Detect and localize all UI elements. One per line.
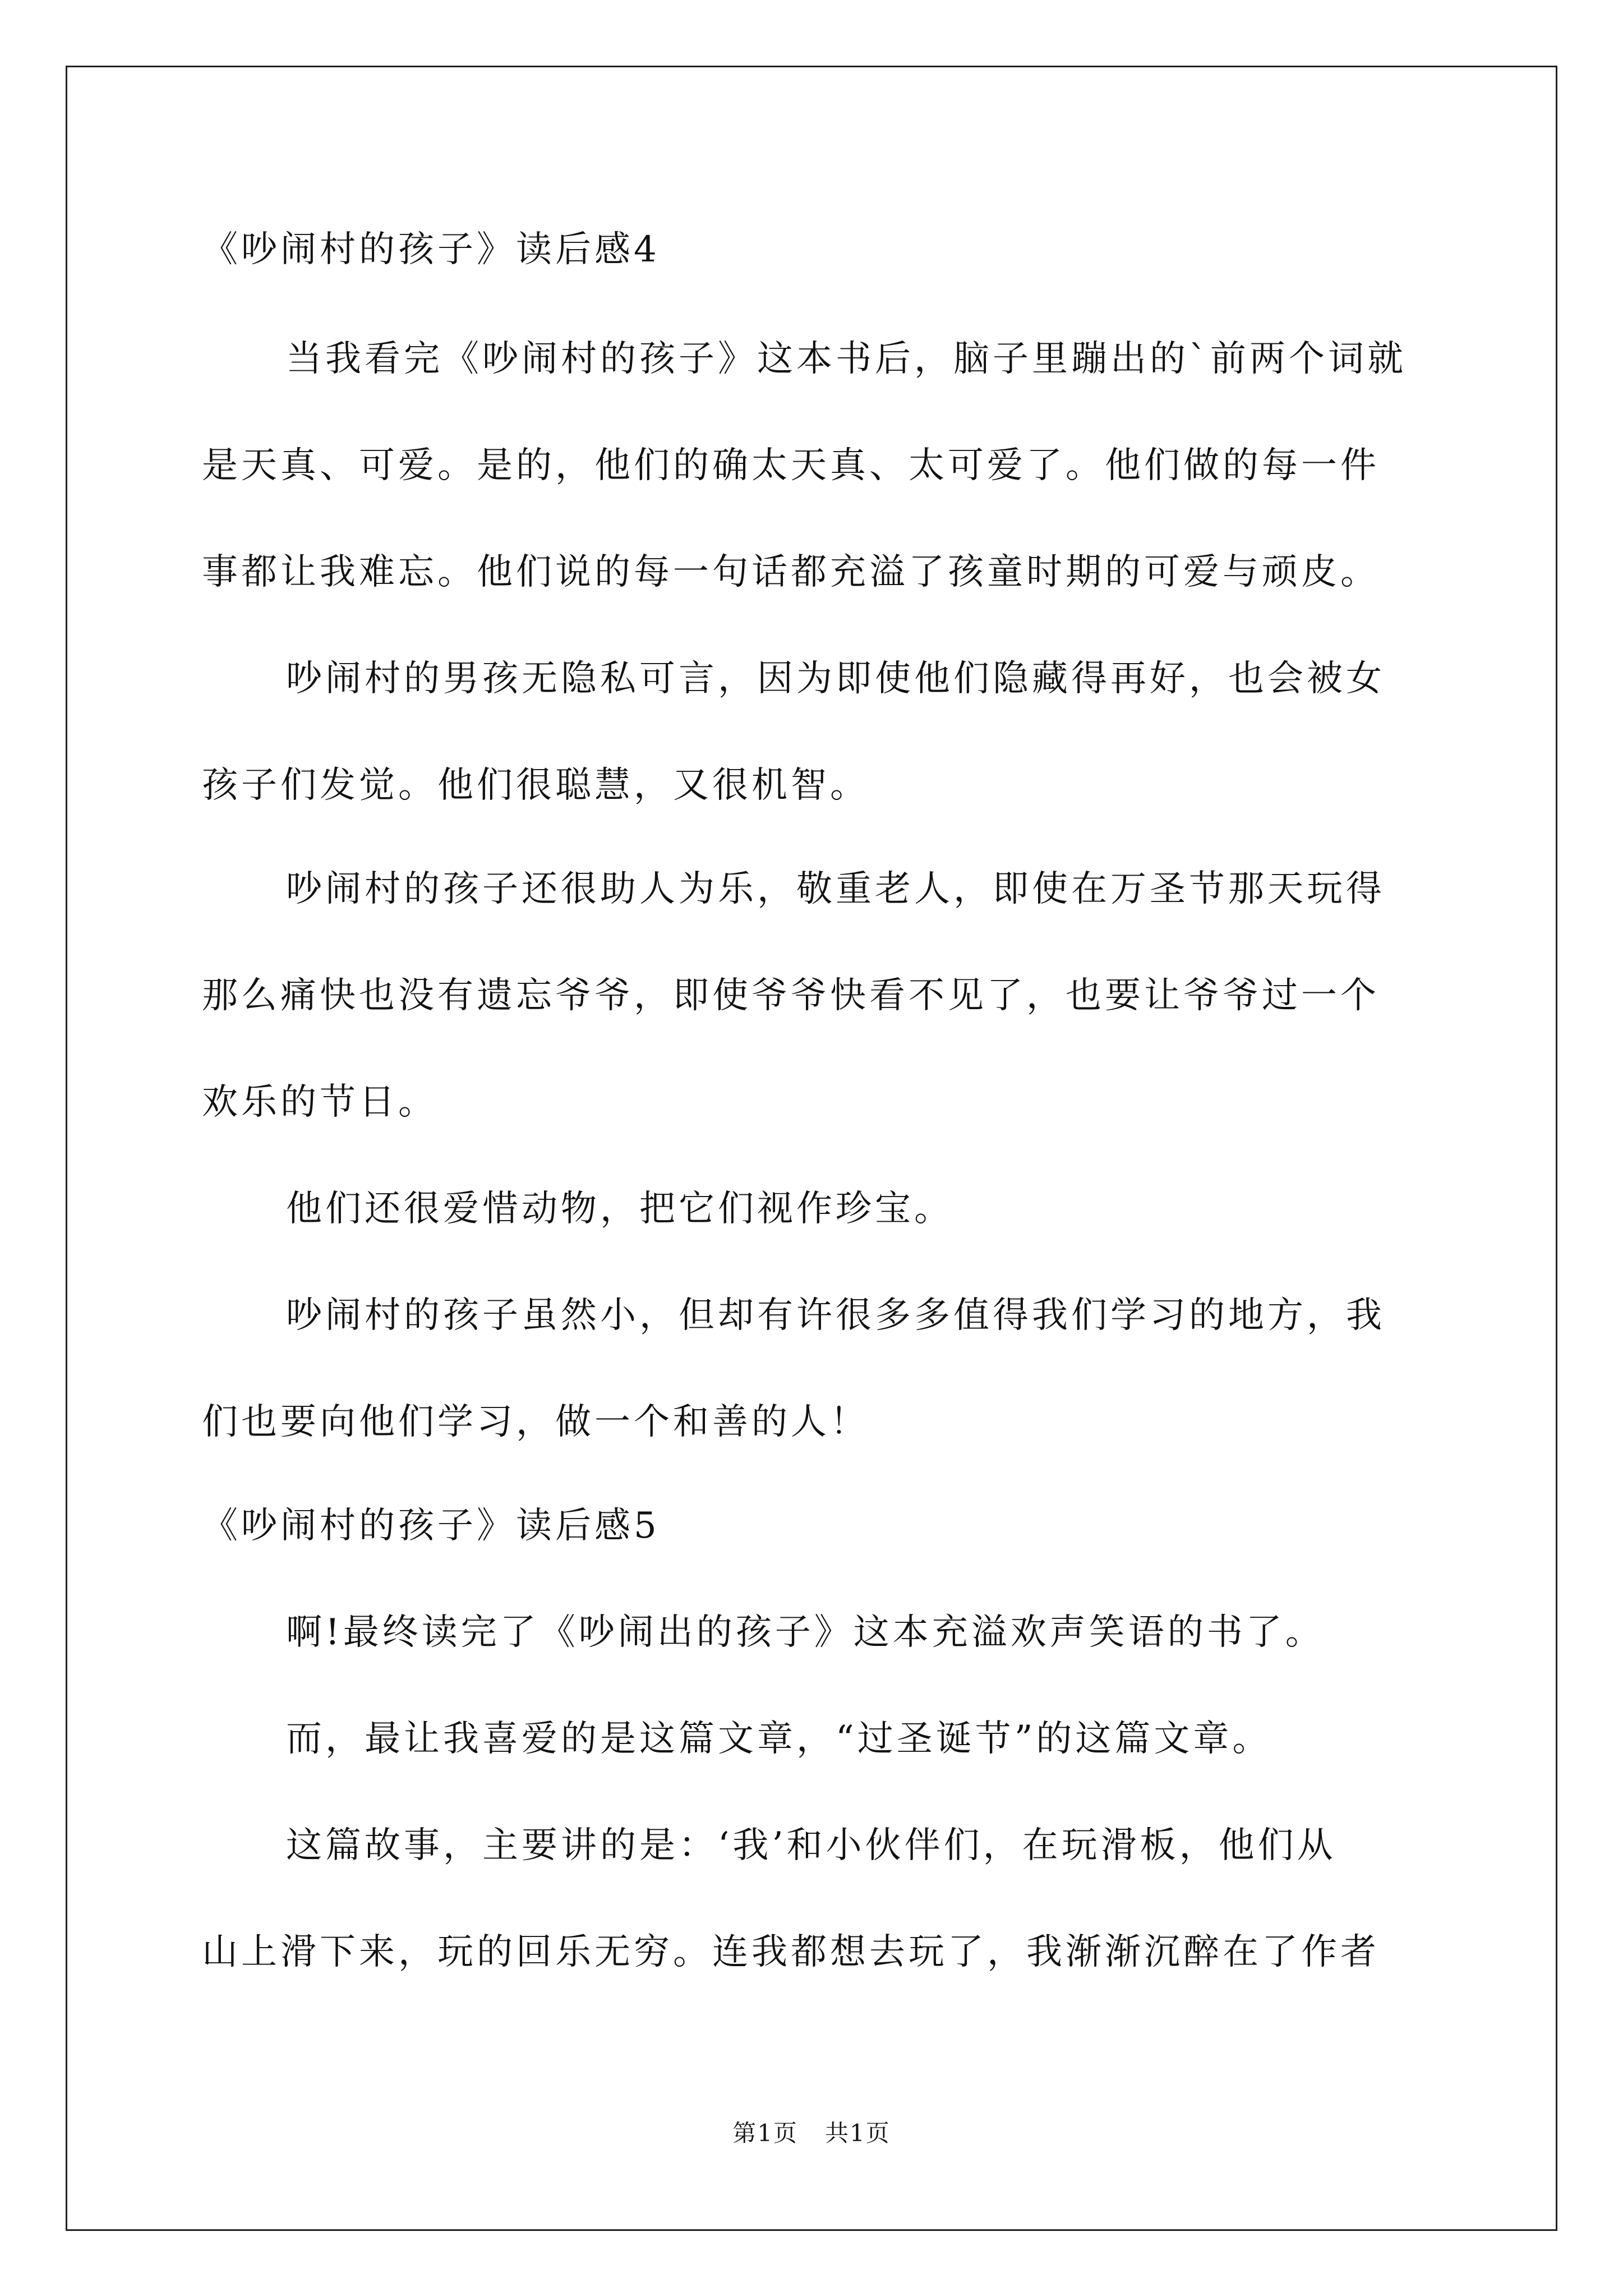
section-heading-5: 《吵闹村的孩子》读后感5 — [202, 1505, 660, 1547]
paragraph-line: 欢乐的节日。 — [202, 1082, 437, 1123]
paragraph-line: 吵闹村的男孩无隐私可言，因为即使他们隐藏得再好，也会被女 — [286, 658, 1385, 700]
paragraph-line: 吵闹村的孩子还很助人为乐，敬重老人，即使在万圣节那天玩得 — [286, 868, 1385, 910]
paragraph-line: 这篇故事，主要讲的是：‘我’和小伙伴们，在玩滑板，他们从 — [286, 1825, 1336, 1866]
section-heading-4: 《吵闹村的孩子》读后感4 — [202, 229, 660, 270]
paragraph-line: 是天真、可爱。是的，他们的确太天真、太可爱了。他们做的每一件 — [202, 445, 1380, 486]
page-number-current: 第1页 — [732, 2119, 798, 2147]
paragraph-line: 们也要向他们学习，做一个和善的人！ — [202, 1401, 869, 1443]
page-number-total: 共1页 — [825, 2119, 891, 2147]
paragraph-line: 当我看完《吵闹村的孩子》这本书后，脑子里蹦出的`前两个词就 — [286, 338, 1407, 380]
paragraph-line: 而，最让我喜爱的是这篇文章，“过圣诞节”的这篇文章。 — [286, 1718, 1272, 1760]
page-footer — [0, 2118, 1623, 2149]
paragraph-line: 孩子们发觉。他们很聪慧，又很机智。 — [202, 765, 869, 806]
paragraph-line: 吵闹村的孩子虽然小，但却有许很多多值得我们学习的地方，我 — [286, 1295, 1385, 1336]
paragraph-line: 那么痛快也没有遗忘爷爷，即使爷爷快看不见了，也要让爷爷过一个 — [202, 975, 1380, 1016]
page-border — [66, 66, 1557, 2231]
paragraph-line: 山上滑下来，玩的回乐无穷。连我都想去玩了，我渐渐沉醉在了作者 — [202, 1931, 1380, 1973]
paragraph-line: 事都让我难忘。他们说的每一句话都充溢了孩童时期的可爱与顽皮。 — [202, 551, 1380, 593]
paragraph-line: 他们还很爱惜动物，把它们视作珍宝。 — [286, 1188, 953, 1230]
paragraph-line: 啊!最终读完了《吵闹出的孩子》这本充溢欢声笑语的书了。 — [286, 1612, 1325, 1653]
